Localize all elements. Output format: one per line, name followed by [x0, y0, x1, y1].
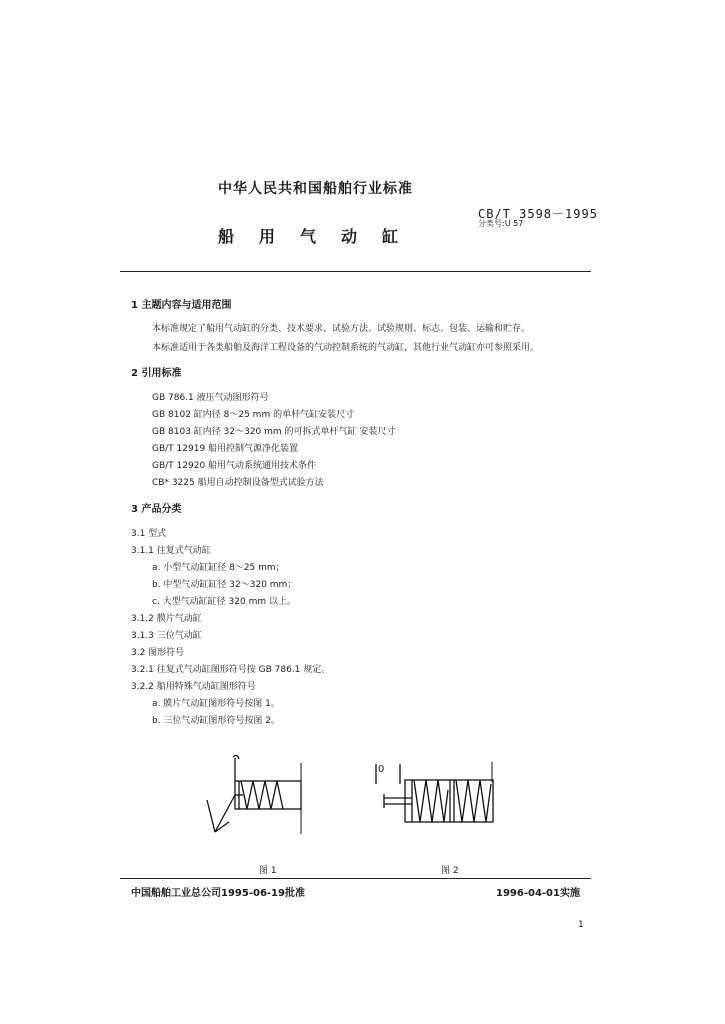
- title-char: 用: [259, 227, 276, 246]
- header-divider: [120, 271, 591, 272]
- title-char: 船: [218, 227, 235, 246]
- clause-line: 3.2.2 船用特殊气动缸图形符号: [131, 682, 256, 692]
- clause-line: 3.2.1 往复式气动缸图形符号按 GB 786.1 规定。: [131, 665, 331, 675]
- section-3-heading: 3 产品分类: [131, 504, 182, 515]
- title-char: 缸: [382, 227, 399, 246]
- section-1-paragraph: 本标准适用于各类船舶及海洋工程设备的气动控制系统的气动缸，其他行业气动缸亦可参照采用。: [152, 343, 540, 353]
- clause-line: 3.1.2 膜片气动缸: [131, 614, 202, 624]
- clause-line: 3.1.3 三位气动缸: [131, 631, 202, 641]
- figure-1-diaphragm-cylinder-symbol: [205, 752, 315, 842]
- section-2-heading: 2 引用标准: [131, 368, 182, 379]
- clause-line: b. 三位气动缸图形符号按图 2。: [152, 716, 281, 726]
- issuing-authority: 中华人民共和国船舶行业标准: [218, 181, 413, 197]
- figure-2-caption: 图 2: [441, 866, 459, 876]
- standard-number: CB/T 3598－1995: [478, 207, 598, 221]
- reference-item: GB 8102 缸内径 8～25 mm 的单杆气缸安装尺寸: [152, 410, 355, 420]
- reference-item: GB 786.1 液压气动图形符号: [152, 393, 269, 403]
- classification-number: 分类号:U 57: [478, 219, 524, 228]
- reference-item: GB/T 12919 船用控制气源净化装置: [152, 444, 299, 454]
- clause-line: a. 膜片气动缸图形符号按图 1。: [152, 699, 280, 709]
- page-number: 1: [578, 920, 584, 930]
- section-1-heading: 1 主题内容与适用范围: [131, 300, 232, 311]
- clause-line: c. 大型气动缸缸径 320 mm 以上。: [152, 597, 296, 607]
- approval-statement: 中国船舶工业总公司1995-06-19批准: [131, 888, 305, 899]
- figure-2-mark: 0: [378, 764, 385, 775]
- effective-date: 1996-04-01实施: [496, 888, 580, 899]
- document-title: [218, 224, 398, 247]
- clause-line: 3.1 型式: [131, 529, 167, 539]
- reference-item: CB* 3225 船用自动控制设备型式试验方法: [152, 478, 324, 488]
- title-char: 动: [341, 227, 358, 246]
- clause-line: b. 中型气动缸缸径 32～320 mm；: [152, 580, 297, 590]
- figure-2-three-position-cylinder-symbol: [372, 760, 502, 830]
- reference-item: GB/T 12920 船用气动系统通用技术条件: [152, 461, 317, 471]
- figure-1-caption: 图 1: [259, 866, 277, 876]
- section-1-paragraph: 本标准规定了船用气动缸的分类、技术要求、试验方法、试验规则、标志、包装、运输和贮存。: [152, 324, 531, 334]
- footer-divider: [120, 878, 591, 879]
- reference-item: GB 8103 缸内径 32～320 mm 的可拆式单杆气缸 安装尺寸: [152, 427, 396, 437]
- clause-line: a. 小型气动缸缸径 8～25 mm；: [152, 563, 285, 573]
- clause-line: 3.1.1 往复式气动缸: [131, 546, 211, 556]
- clause-line: 3.2 图形符号: [131, 648, 185, 658]
- title-char: 气: [300, 227, 317, 246]
